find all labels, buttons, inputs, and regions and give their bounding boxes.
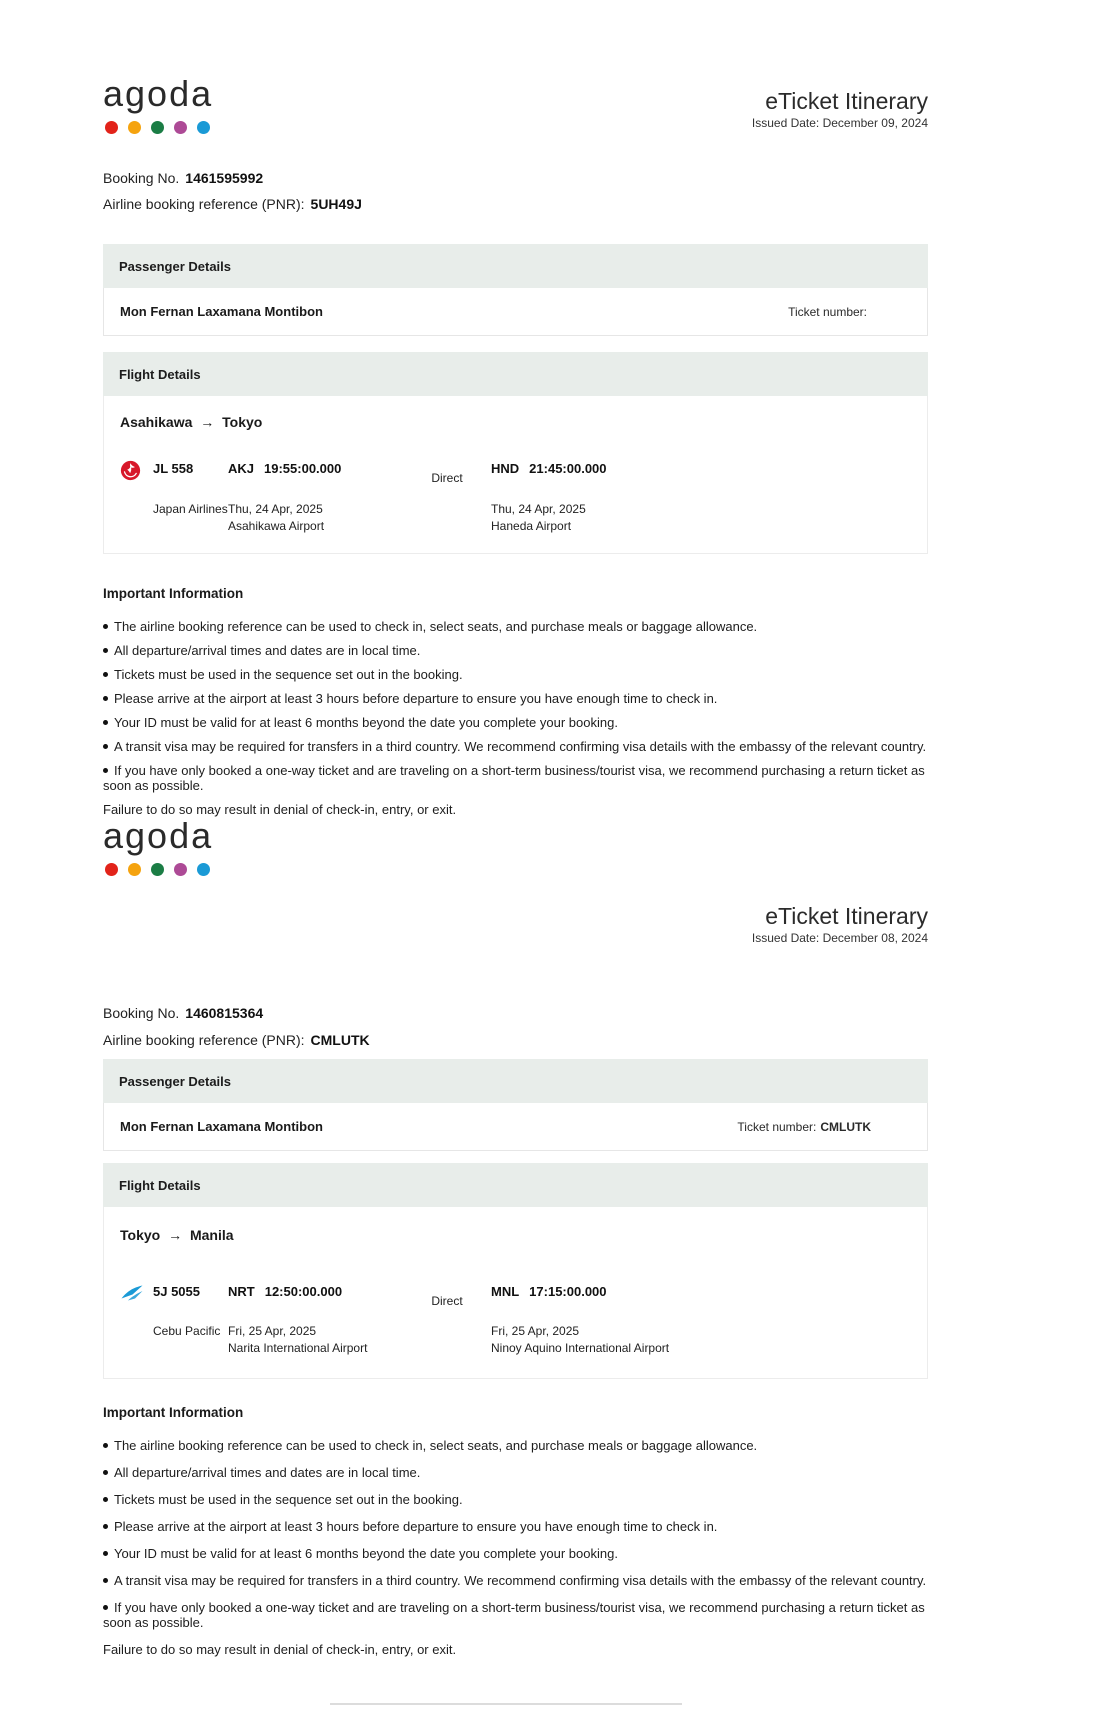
flight-number: 5J 5055 xyxy=(153,1284,200,1299)
passenger-name: Mon Fernan Laxamana Montibon xyxy=(120,304,323,319)
issued-date: Issued Date: December 09, 2024 xyxy=(751,116,928,130)
ticket-number-label: Ticket number: xyxy=(788,304,867,319)
flight-number: JL 558 xyxy=(153,461,194,476)
ticket-number-value: CMLUTK xyxy=(820,1119,871,1134)
route-arrow-icon: → xyxy=(200,414,215,430)
agoda-wordmark: agoda xyxy=(103,815,214,856)
important-info-item: The airline booking reference can be used to check in, select seats, and purchase meals or baggage allowance. xyxy=(103,1438,928,1453)
agoda-dot-red xyxy=(105,121,118,134)
eticket-section-2 xyxy=(103,805,928,1705)
arrival-date: Fri, 25 Apr, 2025 xyxy=(491,1324,580,1338)
important-info-item: All departure/arrival times and dates are in local time. xyxy=(103,643,928,658)
arrival-info xyxy=(491,460,911,486)
agoda-dot-green xyxy=(151,863,164,876)
important-information xyxy=(103,1405,928,1657)
agoda-dot-orange xyxy=(128,863,141,876)
important-info-continuation: Failure to do so may result in denial of check-in, entry, or exit. xyxy=(103,1642,457,1657)
important-info-item: Please arrive at the airport at least 3 hours before departure to ensure you have enough time to check in. xyxy=(103,691,928,706)
route-title xyxy=(120,414,911,430)
passenger-row xyxy=(103,288,928,336)
important-info-item: Your ID must be valid for at least 6 months beyond the date you complete your booking. xyxy=(103,715,928,730)
eticket-header xyxy=(752,88,928,130)
agoda-wordmark: agoda xyxy=(103,73,214,114)
flight-details-header: Flight Details xyxy=(103,1163,928,1207)
pnr-label: Airline booking reference (PNR): xyxy=(103,196,305,212)
eticket-section-1 xyxy=(103,58,928,817)
departure-date: Thu, 24 Apr, 2025 xyxy=(228,502,323,516)
important-info-item: A transit visa may be required for transfers in a third country. We recommend confirming visa details with the embassy of the relevant country. xyxy=(103,1573,928,1588)
important-information-header: Important Information xyxy=(103,1405,244,1420)
important-info-list xyxy=(103,619,928,793)
page-edge-artifact xyxy=(330,1703,682,1705)
flight-details-header: Flight Details xyxy=(103,352,928,396)
route-arrow-icon: → xyxy=(168,1227,183,1243)
flight-box xyxy=(103,1207,928,1379)
bullet-icon xyxy=(103,624,108,629)
important-info-item: If you have only booked a one-way ticket and are traveling on a short-term business/tourist visa, we recommend purchasing a return ticket as soon as possible. xyxy=(103,763,925,793)
important-info-item: Please arrive at the airport at least 3 hours before departure to ensure you have enough time to check in. xyxy=(103,1519,928,1534)
bullet-icon xyxy=(103,1605,108,1610)
important-info-item: Tickets must be used in the sequence set out in the booking. xyxy=(103,667,928,682)
departure-date: Fri, 25 Apr, 2025 xyxy=(228,1324,317,1338)
booking-number-line xyxy=(103,170,263,186)
route-from: Tokyo xyxy=(120,1227,161,1243)
passenger-row xyxy=(103,1103,928,1151)
bullet-icon xyxy=(103,696,108,701)
flight-box xyxy=(103,396,928,554)
pnr-label: Airline booking reference (PNR): xyxy=(103,1032,305,1048)
cebu-pacific-logo-icon xyxy=(120,1283,153,1308)
arrival-date: Thu, 24 Apr, 2025 xyxy=(491,502,586,516)
bullet-icon xyxy=(103,1524,108,1529)
important-info-item: A transit visa may be required for transfers in a third country. We recommend confirming visa details with the embassy of the relevant country. xyxy=(103,739,928,754)
agoda-dot-red xyxy=(105,863,118,876)
passenger-name: Mon Fernan Laxamana Montibon xyxy=(120,1119,323,1134)
pnr-line xyxy=(103,196,362,212)
arrival-time: 21:45:00.000 xyxy=(529,461,607,476)
departure-code: AKJ xyxy=(228,461,255,476)
ticket-number xyxy=(788,305,871,319)
booking-number-line xyxy=(103,1005,263,1021)
departure-airport: Narita International Airport xyxy=(228,1341,368,1355)
agoda-dot-green xyxy=(151,121,164,134)
eticket-title: eTicket Itinerary xyxy=(765,88,928,114)
eticket-header xyxy=(752,903,928,945)
direct-label: Direct xyxy=(431,471,463,485)
booking-label: Booking No. xyxy=(103,1005,180,1021)
important-information-header: Important Information xyxy=(103,586,244,601)
important-info-continuation: Failure to do so may result in denial of check-in, entry, or exit. xyxy=(103,802,457,817)
departure-info xyxy=(228,1283,403,1308)
booking-label: Booking No. xyxy=(103,170,180,186)
agoda-dot-blue xyxy=(197,863,210,876)
arrival-code: MNL xyxy=(491,1284,520,1299)
passenger-details-header: Passenger Details xyxy=(103,1059,928,1103)
departure-time: 19:55:00.000 xyxy=(264,461,342,476)
agoda-dot-purple xyxy=(174,121,187,134)
route-to: Tokyo xyxy=(222,414,263,430)
bullet-icon xyxy=(103,744,108,749)
important-info-item: If you have only booked a one-way ticket and are traveling on a short-term business/tourist visa, we recommend purchasing a return ticket as soon as possible. xyxy=(103,1600,925,1630)
agoda-dots xyxy=(103,121,213,134)
important-info-item: Tickets must be used in the sequence set out in the booking. xyxy=(103,1492,928,1507)
japan-airlines-logo-icon xyxy=(120,460,153,486)
bullet-icon xyxy=(103,1551,108,1556)
direct-label: Direct xyxy=(431,1294,463,1308)
important-info-item: The airline booking reference can be used to check in, select seats, and purchase meals or baggage allowance. xyxy=(103,619,928,634)
bullet-icon xyxy=(103,672,108,677)
issued-date: Issued Date: December 08, 2024 xyxy=(751,931,928,945)
route-from: Asahikawa xyxy=(120,414,193,430)
departure-info xyxy=(228,460,403,486)
departure-code: NRT xyxy=(228,1284,255,1299)
route-title xyxy=(120,1227,911,1243)
ticket-number xyxy=(737,1120,871,1134)
departure-time: 12:50:00.000 xyxy=(264,1284,343,1299)
bullet-icon xyxy=(103,768,108,773)
bullet-icon xyxy=(103,648,108,653)
important-info-item: All departure/arrival times and dates are in local time. xyxy=(103,1465,928,1480)
route-to: Manila xyxy=(189,1227,234,1243)
eticket-title: eTicket Itinerary xyxy=(765,903,928,929)
agoda-dot-blue xyxy=(197,121,210,134)
airline-name: Japan Airlines xyxy=(153,502,228,516)
airline-name: Cebu Pacific xyxy=(153,1324,221,1338)
agoda-dot-purple xyxy=(174,863,187,876)
flight-segment xyxy=(120,460,911,534)
pnr-value: CMLUTK xyxy=(310,1032,370,1048)
important-info-list xyxy=(103,1438,928,1630)
arrival-airport: Ninoy Aquino International Airport xyxy=(491,1341,670,1355)
agoda-logo xyxy=(103,815,214,876)
bullet-icon xyxy=(103,1497,108,1502)
arrival-airport: Haneda Airport xyxy=(491,519,572,533)
booking-number: 1461595992 xyxy=(185,170,264,186)
agoda-dot-orange xyxy=(128,121,141,134)
flight-segment xyxy=(120,1283,911,1356)
departure-airport: Asahikawa Airport xyxy=(228,519,325,533)
pnr-line xyxy=(103,1032,370,1048)
ticket-number-label: Ticket number: xyxy=(737,1119,817,1134)
bullet-icon xyxy=(103,720,108,725)
passenger-details-header: Passenger Details xyxy=(103,244,928,288)
pnr-value: 5UH49J xyxy=(310,196,362,212)
important-info-item: Your ID must be valid for at least 6 months beyond the date you complete your booking. xyxy=(103,1546,928,1561)
agoda-logo xyxy=(103,73,214,134)
bullet-icon xyxy=(103,1578,108,1583)
important-information xyxy=(103,586,928,817)
bullet-icon xyxy=(103,1443,108,1448)
booking-number: 1460815364 xyxy=(185,1005,264,1021)
agoda-dots xyxy=(103,863,213,876)
bullet-icon xyxy=(103,1470,108,1475)
arrival-info xyxy=(491,1283,911,1308)
arrival-code: HND xyxy=(491,461,520,476)
arrival-time: 17:15:00.000 xyxy=(529,1284,607,1299)
flight-arrow-cell xyxy=(403,460,491,485)
flight-arrow-cell xyxy=(403,1283,491,1308)
